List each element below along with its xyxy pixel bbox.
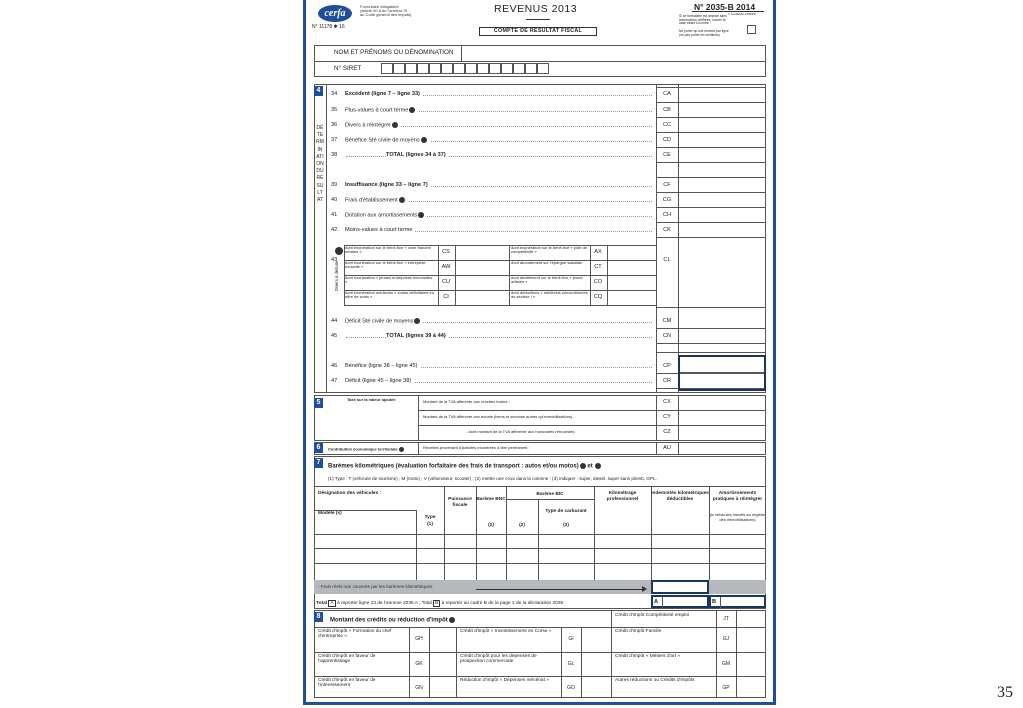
vehicle-cell[interactable] [652, 564, 708, 576]
line-code: CN [662, 333, 672, 339]
row-number: 47 [331, 378, 338, 384]
name-label: NOM ET PRÉNOMS OU DÉNOMINATION [334, 49, 454, 56]
form-rule [429, 652, 430, 676]
frais-amount-field[interactable] [651, 580, 709, 594]
form-rule [418, 425, 766, 426]
row43-right-amount[interactable] [607, 275, 655, 290]
row-number: 43 [331, 257, 338, 263]
form-rule [314, 627, 766, 628]
form-rule [611, 676, 612, 698]
total-text-1: à reporter ligne 23 de l'annexe 2035 A ; Total [337, 601, 432, 606]
form-note-line: Formulaire obligatoire [360, 4, 399, 9]
form-rule [561, 652, 562, 676]
vehicle-cell[interactable] [477, 564, 505, 576]
amount-field[interactable] [679, 135, 765, 146]
section-badge-6: 6 [314, 443, 323, 453]
row43-right-code: AX [594, 249, 602, 255]
section-badge-5: 5 [314, 398, 323, 408]
form-rule [716, 652, 717, 676]
credit-amount-field[interactable] [737, 677, 765, 697]
row43-right-code: CO [593, 279, 603, 285]
form-rule [344, 245, 345, 305]
info-icon [418, 212, 424, 218]
col-modele: Modèle (s) [318, 511, 342, 516]
form-rule [656, 207, 766, 208]
credit-code: JT [723, 616, 729, 622]
col-kilometrage: Kilométrage professionnel [606, 491, 639, 502]
page-number: 35 [997, 684, 1013, 701]
info-icon [392, 122, 398, 128]
total-b-box: B [435, 601, 439, 606]
row-number: 35 [331, 107, 338, 113]
col-bnc: Barème BNC [476, 497, 506, 502]
form-rule [656, 245, 657, 305]
siret-label: N° SIRET [334, 65, 362, 72]
total-b-code: B [712, 599, 717, 605]
amount-field[interactable] [679, 180, 765, 191]
form-rule [409, 676, 410, 698]
vehicle-cell[interactable] [315, 549, 415, 561]
vehicle-cell[interactable] [417, 564, 443, 576]
section7-title-suffix: et [587, 463, 593, 470]
vehicle-cell[interactable] [652, 535, 708, 547]
section6-code: AU [663, 445, 671, 451]
credit-label: Crédit d'impôt « Métiers d'art » [615, 654, 681, 659]
vehicle-cell[interactable] [539, 564, 593, 576]
form-rule [429, 676, 430, 698]
row-label: Dotation aux amortissements [345, 212, 427, 219]
line-code: CH [662, 212, 672, 218]
total-label: Total [316, 601, 328, 606]
section-badge-7: 7 [314, 458, 323, 468]
vehicle-cell[interactable] [315, 535, 415, 547]
form-rule [716, 627, 717, 652]
row43-left-amount[interactable] [455, 290, 509, 305]
form-rule [656, 177, 766, 178]
name-field[interactable] [461, 45, 766, 61]
row43-right-amount[interactable] [607, 245, 655, 260]
row-label: Moins-values à court terme [345, 227, 415, 233]
form-rule [736, 627, 737, 652]
row-number: 46 [331, 363, 338, 369]
info-icon [595, 463, 601, 469]
credit-amount-field[interactable] [582, 677, 610, 697]
section6-amount-field[interactable] [679, 443, 765, 454]
credit-amount-field[interactable] [582, 653, 610, 675]
amount-field[interactable] [679, 89, 765, 100]
form-rule [314, 652, 766, 653]
neant-checkbox[interactable] [747, 25, 756, 34]
row-number: 37 [331, 137, 338, 143]
form-rule [656, 102, 766, 103]
row43-right-label: dont exonération sur le béné-fice « pôle de compétitivité » [511, 245, 587, 255]
row-number: 38 [331, 152, 338, 158]
line-code: CR [662, 378, 672, 384]
credit-amount-field[interactable] [737, 611, 765, 626]
info-icon [449, 617, 455, 623]
siret-digit-box[interactable] [381, 63, 393, 74]
form-rule [409, 627, 410, 652]
row43-left-code: CS [442, 249, 450, 255]
vehicle-cell[interactable] [507, 535, 537, 547]
form-rule [418, 410, 766, 411]
siret-digit-box[interactable] [489, 63, 501, 74]
form-rule [581, 627, 582, 652]
note-line: Ne porter qu'une somme par ligne [679, 29, 729, 33]
total-a-code: A [654, 599, 659, 605]
form-rule [429, 627, 430, 652]
form-rule [611, 627, 612, 652]
row-label: TOTAL (lignes 34 à 37) [386, 152, 449, 158]
col-bnc-note: (2) [488, 523, 494, 528]
siret-digit-box[interactable] [441, 63, 453, 74]
note-line: Si ce formulaire est déposé sans [679, 14, 727, 18]
amount-field[interactable] [679, 255, 765, 266]
row43-left-label: dont exonération médecins « zones déficitaires en offre de soins » [345, 290, 434, 300]
line-code: CM [662, 318, 672, 324]
form-rule [509, 245, 510, 305]
row-label: Bénéfice (ligne 38 – ligne 45) [345, 363, 420, 369]
credit-label: Crédit d'impôt Famille [615, 629, 662, 634]
col-carburant-note: (3) [563, 523, 569, 528]
form-rule [456, 627, 457, 652]
note-line: case néant ci-contre : [679, 21, 711, 26]
row-number: 34 [331, 91, 338, 97]
tva-code: CX [663, 399, 671, 405]
line-code: CL [663, 257, 671, 263]
form-rule [344, 245, 656, 246]
form-rule [656, 307, 766, 308]
form-rule [656, 147, 766, 148]
vehicle-cell[interactable] [445, 535, 475, 547]
line-code: CG [662, 197, 672, 203]
form-rule [456, 652, 457, 676]
info-icon [399, 197, 405, 203]
col-designation: Désignation des véhicules : [318, 491, 382, 496]
amount-field[interactable] [679, 376, 765, 387]
amount-field[interactable] [679, 210, 765, 221]
form-rule [680, 372, 764, 373]
credit-amount-field[interactable] [737, 653, 765, 675]
form-rule [656, 343, 766, 344]
siret-digit-box[interactable] [513, 63, 525, 74]
vehicle-cell[interactable] [417, 549, 443, 561]
vehicle-cell[interactable] [477, 549, 505, 561]
form-rule [611, 610, 612, 627]
form-rule [656, 328, 766, 329]
row-number: 44 [331, 318, 338, 324]
form-title: REVENUS 2013 [494, 3, 578, 15]
form-rule [656, 352, 766, 353]
row43-left-label: dont exonération sur le béné-fice « zone franche urbaine » [345, 245, 431, 255]
col-type: Type [424, 515, 436, 520]
row43-right-label: dont abondement sur l'épargne salariale [511, 260, 583, 265]
form-rule [456, 676, 457, 698]
credit-label: Crédit d'impôt Compétitivité emploi [615, 613, 689, 618]
credit-label: Crédit d'impôt « Investissement en Corse » [460, 629, 552, 634]
form-rule [561, 676, 562, 698]
form-rule [590, 245, 591, 305]
credit-code: GP [722, 685, 730, 691]
siret-digit-box[interactable] [477, 63, 489, 74]
vehicle-cell[interactable] [477, 535, 505, 547]
form-rule [716, 610, 717, 627]
siret-digit-box[interactable] [429, 63, 441, 74]
row43-left-label: dont exonération « jeunes entreprises innovantes » [345, 275, 433, 285]
row-label: Excédent (ligne 7 – ligne 33) [345, 91, 423, 97]
row43-left-amount[interactable] [455, 275, 509, 290]
tax-form-2035b [303, 0, 776, 705]
vehicle-cell[interactable] [315, 564, 415, 576]
section6-text: Recettes provenant d'activités exonérées à titre permanent : [423, 445, 530, 450]
vehicle-cell[interactable] [539, 549, 593, 561]
row-label: Déficit Sté civile de moyens [345, 318, 423, 325]
tva-label: Montant de la TVA afférente aux achats (biens et services autres qu'immobilisations) : [423, 414, 575, 419]
row-number: 41 [331, 212, 338, 218]
credit-label: Crédit d'impôt pour les dépenses de prospection commerciale [460, 654, 537, 665]
form-rule [344, 290, 656, 291]
col-amortissements: Amortissements pratiques à réintégrer [712, 491, 763, 502]
form-rule [314, 676, 766, 677]
section7-title: Barèmes kilométriques (évaluation forfaitaire des frais de transport : autos et/ou motos) [328, 463, 579, 470]
info-icon [399, 447, 404, 452]
tva-label: Montant de la TVA afférente aux recettes brutes : [423, 399, 510, 404]
tva-amount-field[interactable] [679, 428, 765, 440]
siret-digit-box[interactable] [405, 63, 417, 74]
form-rule [314, 486, 766, 487]
section-badge-8: 8 [314, 612, 323, 622]
form-subtitle: COMPTE DE RÉSULTAT FISCAL [479, 27, 597, 36]
row43-right-amount[interactable] [607, 290, 655, 305]
credit-code: GL [567, 661, 575, 667]
total-a-field[interactable] [651, 595, 709, 608]
arrow-right-icon [642, 586, 647, 592]
credit-code: GK [415, 661, 423, 667]
amount-field[interactable] [679, 225, 765, 236]
line-code: CA [663, 91, 671, 97]
form-rule [716, 676, 717, 698]
siret-digit-box[interactable] [393, 63, 405, 74]
credit-code: GH [415, 636, 423, 642]
form-rule [581, 652, 582, 676]
form-rule [736, 652, 737, 676]
tva-label: - dont montant de la TVA afférente aux honoraires rétrocédés : [466, 429, 577, 434]
form-rule [607, 245, 608, 305]
row43-left-amount[interactable] [455, 245, 509, 260]
form-rule [581, 676, 582, 698]
row43-left-label: dont exonération sur le béné-fice « entreprise nouvelle » [345, 260, 426, 270]
line-code: CK [663, 227, 671, 233]
info-icon [414, 318, 420, 324]
form-rule [656, 237, 766, 238]
form-rule [656, 132, 766, 133]
section-badge-4: 4 [314, 86, 323, 96]
col-bic-note: (2) [519, 523, 525, 528]
form-rule [656, 87, 766, 88]
credit-code: GI [568, 636, 574, 642]
credit-code: GM [721, 661, 731, 667]
row43-right-code: CT [594, 264, 602, 270]
amount-field[interactable] [679, 331, 765, 342]
row-number: 42 [331, 227, 338, 233]
form-rule [656, 162, 766, 163]
frais-label: - Frais réels non couverts par les barèmes kilométriques [318, 584, 433, 589]
vehicle-cell[interactable] [652, 549, 708, 561]
col-amortissements-note: (si véhicules inscrits au registre des immobilisations) [709, 512, 766, 522]
vehicle-cell[interactable] [595, 535, 650, 547]
amount-field[interactable] [679, 120, 765, 131]
siret-digit-box[interactable] [453, 63, 465, 74]
line-code: CP [663, 363, 671, 369]
form-rule [656, 117, 766, 118]
tva-code: CY [663, 414, 671, 420]
credit-code: GO [567, 685, 575, 691]
info-icon [409, 107, 415, 113]
amount-field[interactable] [679, 361, 765, 372]
credit-code: GN [415, 685, 423, 691]
vehicle-cell[interactable] [507, 549, 537, 561]
col-puissance: Puissance fiscale [448, 497, 472, 508]
amount-field[interactable] [679, 105, 765, 116]
vehicle-cell[interactable] [710, 549, 765, 561]
row43-vertical-label: Divers à déduire [334, 260, 339, 292]
col-type-note: (1) [427, 522, 433, 527]
tva-amount-field[interactable] [679, 413, 765, 425]
line-code: CF [663, 182, 671, 188]
form-id: N° 2035-B 2014 [694, 2, 756, 12]
siret-digit-box[interactable] [525, 63, 537, 74]
form-note-line: (article 40 A de l'annexe III [360, 8, 407, 14]
section4-vertical-label: DÉTERMINATIONDURÉSULTAT [316, 125, 324, 204]
form-small-code: © Cerfa/Min-2035PP [728, 12, 756, 16]
form-rule [409, 652, 410, 676]
section6-label: Contribution économique territoriale [328, 446, 398, 452]
form-rule [344, 275, 656, 276]
vehicle-cell[interactable] [507, 564, 537, 576]
line-code: CC [662, 122, 672, 128]
vehicle-cell[interactable] [445, 549, 475, 561]
tva-code: CZ [663, 429, 671, 435]
credit-amount-field[interactable] [430, 628, 455, 651]
note-line: informations chiffrées, cocher la [679, 17, 726, 22]
credit-amount-field[interactable] [737, 628, 765, 651]
credit-label: Autres réductions ou Crédits d'impôts [615, 678, 695, 683]
line-code: CD [662, 137, 672, 143]
cerfa-number: N° 11178 ✱ 16 [312, 24, 345, 30]
credit-code: GJ [722, 636, 730, 642]
section8-title: Montant des crédits ou réduction d'impôt [330, 617, 448, 624]
col-carburant: Type de carburant [545, 509, 587, 514]
form-rule [506, 499, 594, 500]
row-label: Bénéfice Sté civile de moyens [345, 137, 430, 144]
form-rule [561, 627, 562, 652]
credit-amount-field[interactable] [430, 653, 455, 675]
cerfa-logo: cerfa [318, 5, 352, 22]
form-rule [344, 260, 656, 261]
row-label: Déficit (ligne 45 – ligne 38) [345, 378, 414, 384]
row-label: TOTAL (lignes 39 à 44) [386, 333, 449, 339]
credit-label: Crédit d'impôt en faveur de l'apprentissage [318, 654, 376, 665]
note-line: (ne pas porter les centimes) [679, 32, 720, 37]
section5-label: Taxe sur la valeur ajoutée [347, 397, 396, 402]
vehicle-cell[interactable] [539, 535, 593, 547]
vehicle-cell[interactable] [417, 535, 443, 547]
form-rule [656, 222, 766, 223]
col-indemnites: Indemnités kilométriques déductibles [651, 491, 709, 502]
amount-field[interactable] [679, 195, 765, 206]
form-rule [438, 245, 439, 305]
credit-label: Crédit d'impôt « Formation du chef d'entreprise » [318, 629, 392, 640]
vehicle-cell[interactable] [710, 564, 765, 576]
row43-right-label: dont déductions « médecins conventionnés de secteur I » [511, 290, 588, 300]
info-icon [421, 137, 427, 143]
line-code: CE [663, 152, 671, 158]
siret-digit-box[interactable] [465, 63, 477, 74]
row43-right-code: CQ [593, 294, 603, 300]
vehicle-cell[interactable] [595, 549, 650, 561]
form-note-line: au Code général des impôts) [360, 12, 412, 18]
info-icon [335, 247, 343, 255]
row-number: 40 [331, 197, 338, 203]
vehicle-cell[interactable] [710, 535, 765, 547]
row43-left-code: AW [441, 264, 451, 270]
row-label: Plus-values à court terme [345, 107, 418, 114]
amount-field[interactable] [679, 150, 765, 161]
siret-digit-box[interactable] [417, 63, 429, 74]
form-rule [736, 676, 737, 698]
form-rule [455, 245, 456, 305]
credit-label: Crédit d'impôt en faveur de l'intéressement [318, 678, 376, 689]
row43-left-code: CU [441, 279, 451, 285]
form-rule [344, 305, 656, 306]
row43-right-amount[interactable] [607, 260, 655, 275]
row43-left-amount[interactable] [455, 260, 509, 275]
col-bic: Barème BIC [536, 492, 564, 497]
amount-field[interactable] [679, 316, 765, 327]
credit-amount-field[interactable] [582, 628, 610, 651]
row-number: 45 [331, 333, 338, 339]
row-number: 36 [331, 122, 338, 128]
form-rule [656, 192, 766, 193]
row-label: Frais d'établissement [345, 197, 408, 204]
credit-label: Réduction d'impôt « Dépenses mécénat » [460, 678, 549, 683]
row-label: Insuffisance (ligne 33 – ligne 7) [345, 182, 431, 188]
row-label: Divers à réintégrer [345, 122, 401, 129]
total-text-2: à reporter au cadre B de la page 2 de la déclaration 2035 [441, 601, 564, 606]
siret-digit-box[interactable] [501, 63, 513, 74]
vehicle-cell[interactable] [445, 564, 475, 576]
row43-left-code: CI [443, 294, 449, 300]
row43-right-label: dont abattement sur le béné-fice « jeune artistes » [511, 275, 583, 285]
vehicle-cell[interactable] [595, 564, 650, 576]
info-icon [580, 463, 586, 469]
section7-note: (1) Type : T (véhicule de tourisme) ; M (moto) ; V (vélomoteur, scooter) ; (2) mettre une croix dans la colonne ; (3) indiquer : super, diesel, super sans plomb, GPL. [328, 476, 657, 481]
total-b-field[interactable] [709, 595, 766, 608]
siret-digit-box[interactable] [537, 63, 549, 74]
credit-amount-field[interactable] [430, 677, 455, 697]
tva-amount-field[interactable] [679, 398, 765, 410]
row43-subtable [328, 245, 656, 307]
row-number: 39 [331, 182, 338, 188]
total-a-box: A [330, 601, 334, 606]
form-rule [611, 652, 612, 676]
line-code: CB [663, 107, 671, 113]
